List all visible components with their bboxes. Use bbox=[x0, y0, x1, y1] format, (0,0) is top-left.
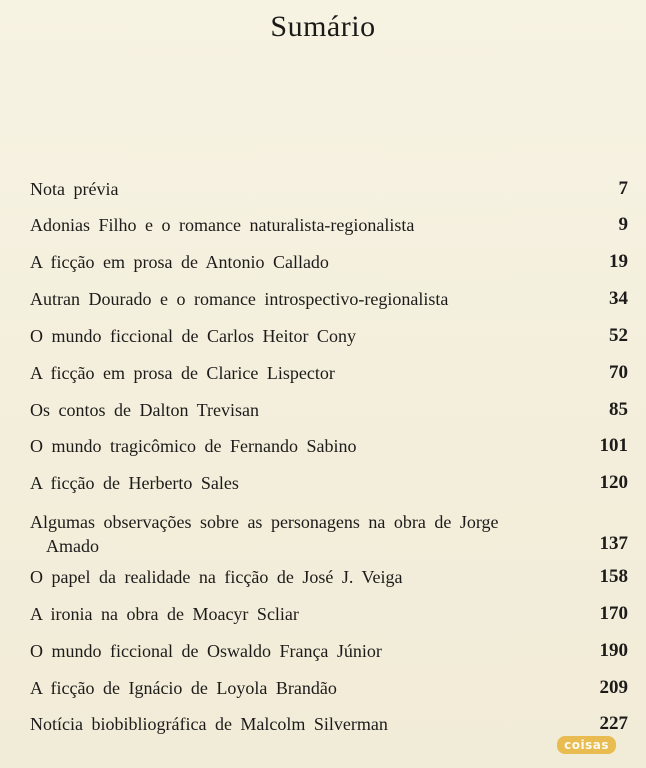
watermark-logo: coisas bbox=[557, 736, 616, 754]
toc-entry-page: 227 bbox=[599, 713, 628, 734]
toc-entry-page: 190 bbox=[599, 640, 628, 661]
toc-entry-page: 101 bbox=[599, 435, 628, 456]
toc-entry-page: 85 bbox=[609, 399, 628, 420]
toc-entry-page: 34 bbox=[609, 288, 628, 309]
toc-entry bbox=[30, 673, 628, 703]
toc-entry bbox=[30, 709, 628, 739]
toc-entry bbox=[30, 174, 628, 204]
toc-entry-page: 170 bbox=[599, 603, 628, 624]
toc-entry bbox=[30, 562, 628, 592]
toc-entry-label-line: Algumas observações sobre as personagens na obra de Jorge bbox=[30, 512, 499, 532]
toc-entry-label: Adonias Filho e o romance naturalista-regionalista bbox=[30, 215, 415, 235]
toc-entry-page: 120 bbox=[599, 472, 628, 493]
toc-entry-label: O mundo ficcional de Oswaldo França Júnior bbox=[30, 641, 382, 661]
toc-entry-page: 52 bbox=[609, 325, 628, 346]
toc-entry-label: Os contos de Dalton Trevisan bbox=[30, 400, 259, 420]
toc-entry bbox=[30, 247, 628, 277]
toc-entry-label: Autran Dourado e o romance introspectivo-regionalista bbox=[30, 289, 449, 309]
toc-entry-label: O papel da realidade na ficção de José J. Veiga bbox=[30, 567, 403, 587]
toc-entry-label: A ironia na obra de Moacyr Scliar bbox=[30, 604, 299, 624]
toc-entry bbox=[30, 210, 628, 240]
toc-entry-label bbox=[30, 510, 578, 558]
toc-entry-label: A ficção de Herberto Sales bbox=[30, 473, 239, 493]
toc-entry-page: 158 bbox=[599, 566, 628, 587]
toc-entry bbox=[30, 468, 628, 498]
toc-entry bbox=[30, 321, 628, 351]
toc-entry bbox=[30, 358, 628, 388]
toc-entry bbox=[30, 395, 628, 425]
toc-entry-label: O mundo tragicômico de Fernando Sabino bbox=[30, 436, 357, 456]
toc-entry-label: A ficção em prosa de Clarice Lispector bbox=[30, 363, 335, 383]
toc-entry-page: 19 bbox=[609, 251, 628, 272]
toc-entry-label: Nota prévia bbox=[30, 179, 119, 199]
toc-entry bbox=[30, 284, 628, 314]
toc-entry bbox=[30, 510, 628, 558]
page-title: Sumário bbox=[270, 10, 376, 43]
toc-entry-label: Notícia biobibliográfica de Malcolm Silverman bbox=[30, 714, 388, 734]
toc-entry-label: A ficção de Ignácio de Loyola Brandão bbox=[30, 678, 337, 698]
toc-entry bbox=[30, 431, 628, 461]
toc-entry-label: O mundo ficcional de Carlos Heitor Cony bbox=[30, 326, 356, 346]
toc-entry-page: 70 bbox=[609, 362, 628, 383]
toc-entry-page: 7 bbox=[618, 178, 628, 199]
toc-entry bbox=[30, 636, 628, 666]
toc-entry-label: A ficção em prosa de Antonio Callado bbox=[30, 252, 329, 272]
toc-entry bbox=[30, 599, 628, 629]
toc-entry-page: 209 bbox=[599, 677, 628, 698]
toc-entry-page: 137 bbox=[599, 533, 628, 554]
toc-entry-page: 9 bbox=[618, 214, 628, 235]
toc-entry-label-continued: Amado bbox=[46, 536, 99, 556]
